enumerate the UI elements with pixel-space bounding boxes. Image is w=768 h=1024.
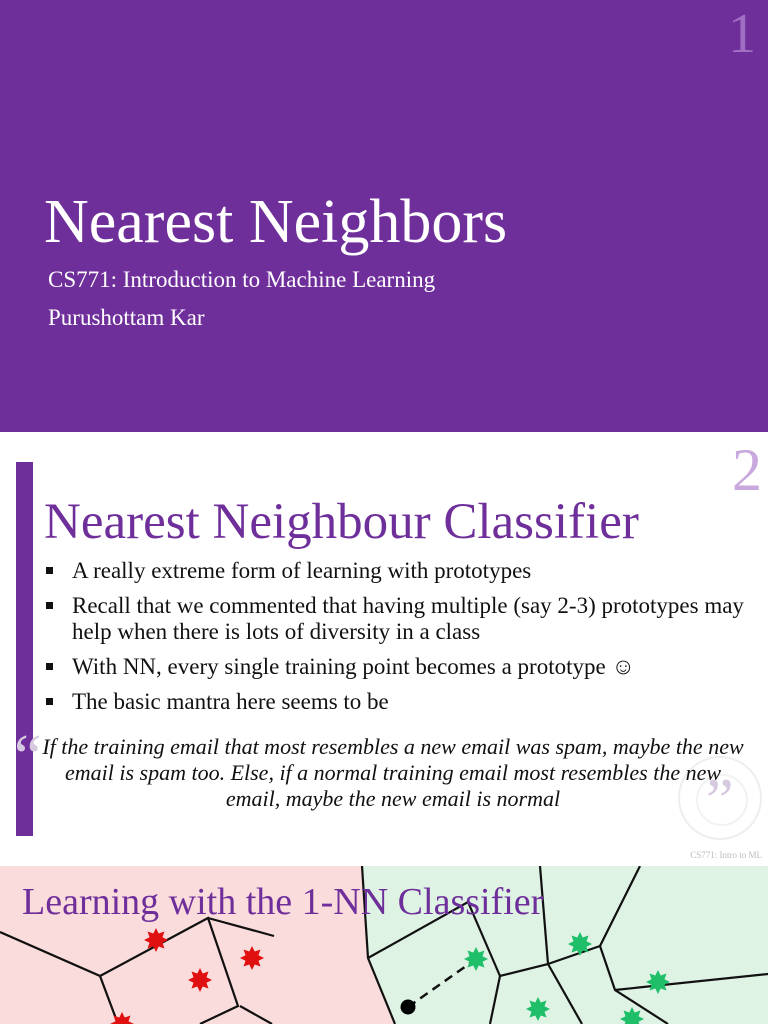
slide-number: 2 <box>732 437 762 503</box>
slide-title: Nearest Neighbour Classifier <box>44 494 639 550</box>
training-point <box>646 970 670 994</box>
bullet-item: With NN, every single training point becomes a prototype ☺ <box>44 654 744 680</box>
open-quote-icon: “ <box>14 723 42 791</box>
title-slide <box>0 0 768 432</box>
bullet-list <box>44 558 744 724</box>
slide-number: 1 <box>728 3 756 65</box>
content-slide <box>0 432 768 864</box>
author-name: Purushottam Kar <box>48 305 205 330</box>
bullet-item: Recall that we commented that having multiple (say 2-3) prototypes may help when there is lots of diversity in a class <box>44 593 744 645</box>
close-quote-icon: ” <box>706 767 734 835</box>
bullet-square-icon <box>46 567 53 574</box>
quote-text: If the training email that most resembles a new email was spam, maybe the new email is spam too. Else, if a normal training email most resembles the new email, maybe the new email is normal <box>42 734 744 811</box>
bullet-square-icon <box>46 602 53 609</box>
slide-title: Nearest Neighbors <box>44 188 508 256</box>
training-point <box>144 928 168 952</box>
test-point <box>401 1000 416 1015</box>
bullet-square-icon <box>46 698 53 705</box>
course-name: CS771: Introduction to Machine Learning <box>48 267 436 292</box>
bullet-item: A really extreme form of learning with prototypes <box>44 558 744 584</box>
training-point <box>568 932 592 956</box>
training-point <box>464 947 488 971</box>
training-point <box>188 968 212 992</box>
training-point <box>526 997 550 1021</box>
slide-footer: CS771: Intro to ML <box>690 850 762 860</box>
diagram-slide <box>0 866 768 1024</box>
bullet-item: The basic mantra here seems to be <box>44 689 744 715</box>
bullet-square-icon <box>46 663 53 670</box>
training-point <box>240 946 264 970</box>
slide-title: Learning with the 1-NN Classifier <box>22 881 544 923</box>
